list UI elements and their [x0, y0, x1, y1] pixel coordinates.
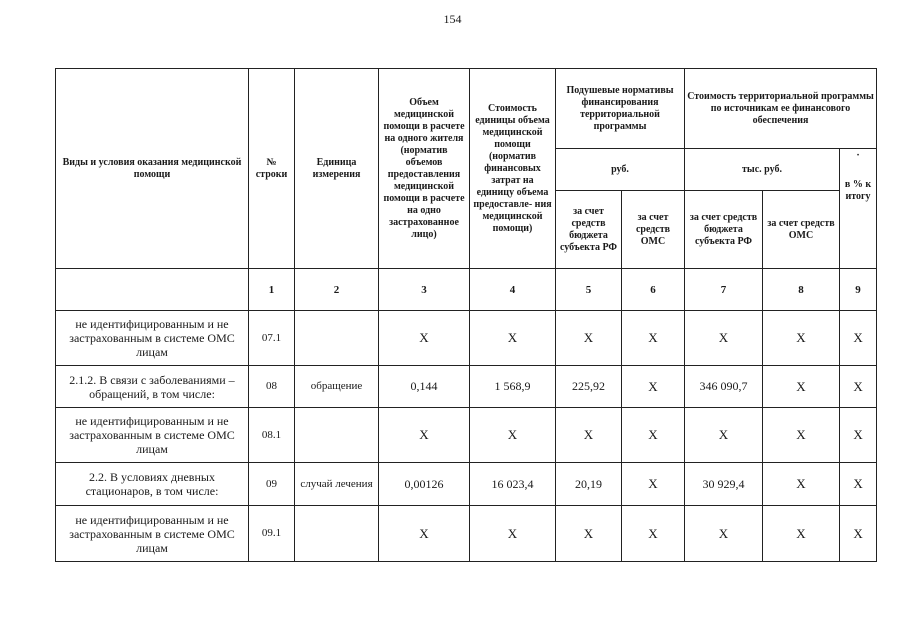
column-number: 2: [295, 269, 379, 311]
row-label: 2.2. В условиях дневных стационаров, в том числе:: [56, 463, 249, 506]
column-number: 8: [763, 269, 840, 311]
column-number: 9: [840, 269, 877, 311]
row-label: не идентифицированным и не застрахованным в системе ОМС лицам: [56, 506, 249, 562]
row-label: не идентифицированным и не застрахованным в системе ОМС лицам: [56, 311, 249, 366]
column-number: 4: [470, 269, 556, 311]
header-percent-label: в % к итогу: [844, 179, 872, 202]
row-label: не идентифицированным и не застрахованным в системе ОМС лицам: [56, 408, 249, 463]
row-pc-budget: 225,92: [556, 366, 622, 408]
header-thous-rub: тыс. руб.: [685, 149, 840, 191]
row-unit: обращение: [295, 366, 379, 408]
column-number: 6: [622, 269, 685, 311]
row-percent: X: [840, 311, 877, 366]
row-percent: X: [840, 463, 877, 506]
header-cost-oms: за счет средств ОМС: [763, 191, 840, 269]
column-number: 1: [249, 269, 295, 311]
row-unit: [295, 408, 379, 463]
row-pc-budget: X: [556, 408, 622, 463]
row-cost-oms: X: [763, 463, 840, 506]
header-rub: руб.: [556, 149, 685, 191]
row-number: 08: [249, 366, 295, 408]
page-number: 154: [443, 12, 462, 26]
row-pc-budget: X: [556, 311, 622, 366]
row-number: 07.1: [249, 311, 295, 366]
row-unit-cost: X: [470, 506, 556, 562]
row-unit: [295, 311, 379, 366]
row-number: 09: [249, 463, 295, 506]
row-unit: случай лечения: [295, 463, 379, 506]
header-cost-budget: за счет средств бюджета субъекта РФ: [685, 191, 763, 269]
row-cost-budget: X: [685, 506, 763, 562]
header-percent: [840, 149, 877, 269]
row-cost-oms: X: [763, 408, 840, 463]
table-row: [56, 506, 877, 562]
row-percent: X: [840, 366, 877, 408]
row-number: 08.1: [249, 408, 295, 463]
row-volume: X: [379, 311, 470, 366]
header-unit: Единица измерения: [295, 69, 379, 269]
row-number: 09.1: [249, 506, 295, 562]
row-pc-budget: 20,19: [556, 463, 622, 506]
row-unit-cost: 1 568,9: [470, 366, 556, 408]
row-volume: X: [379, 506, 470, 562]
column-number-row: [56, 269, 877, 311]
row-pc-oms: X: [622, 463, 685, 506]
row-unit-cost: X: [470, 408, 556, 463]
header-volume: Объем медицинской помощи в расчете на одного жителя (норматив объемов предоставления медицинской помощи в расчете на одно застрахованное лицо): [379, 69, 470, 269]
row-pc-oms: X: [622, 311, 685, 366]
medical-care-table: [55, 68, 877, 562]
header-pc-oms: за счет средств ОМС: [622, 191, 685, 269]
header-care-type: Виды и условия оказания медицинской помощи: [56, 69, 249, 269]
row-pc-budget: X: [556, 506, 622, 562]
row-pc-oms: X: [622, 366, 685, 408]
header-per-capita-group: Подушевые нормативы финансирования территориальной программы: [556, 69, 685, 149]
header-dot: ·: [856, 150, 860, 161]
row-volume: 0,144: [379, 366, 470, 408]
row-unit-cost: X: [470, 311, 556, 366]
row-label: 2.1.2. В связи с заболеваниями – обращений, в том числе:: [56, 366, 249, 408]
row-cost-budget: 346 090,7: [685, 366, 763, 408]
table-row: [56, 311, 877, 366]
row-cost-budget: X: [685, 408, 763, 463]
column-number: 3: [379, 269, 470, 311]
row-cost-budget: 30 929,4: [685, 463, 763, 506]
row-volume: 0,00126: [379, 463, 470, 506]
header-unit-cost: Стоимость единицы объема медицинской помощи (норматив финансовых затрат на единицу объема предоставле- ния медицинской помощи): [470, 69, 556, 269]
header-row-number: № строки: [249, 69, 295, 269]
row-percent: X: [840, 506, 877, 562]
row-percent: X: [840, 408, 877, 463]
row-cost-oms: X: [763, 311, 840, 366]
row-cost-oms: X: [763, 506, 840, 562]
row-volume: X: [379, 408, 470, 463]
row-pc-oms: X: [622, 408, 685, 463]
column-number: 5: [556, 269, 622, 311]
column-number-blank: [56, 269, 249, 311]
row-pc-oms: X: [622, 506, 685, 562]
row-unit-cost: 16 023,4: [470, 463, 556, 506]
column-number: 7: [685, 269, 763, 311]
table-row: [56, 366, 877, 408]
header-pc-budget: за счет средств бюджета субъекта РФ: [556, 191, 622, 269]
header-program-cost-group: Стоимость территориальной программы по источникам ее финансового обеспечения: [685, 69, 877, 149]
row-cost-oms: X: [763, 366, 840, 408]
header-row-1: [56, 69, 877, 149]
row-unit: [295, 506, 379, 562]
row-cost-budget: X: [685, 311, 763, 366]
table-row: [56, 408, 877, 463]
table-row: [56, 463, 877, 506]
